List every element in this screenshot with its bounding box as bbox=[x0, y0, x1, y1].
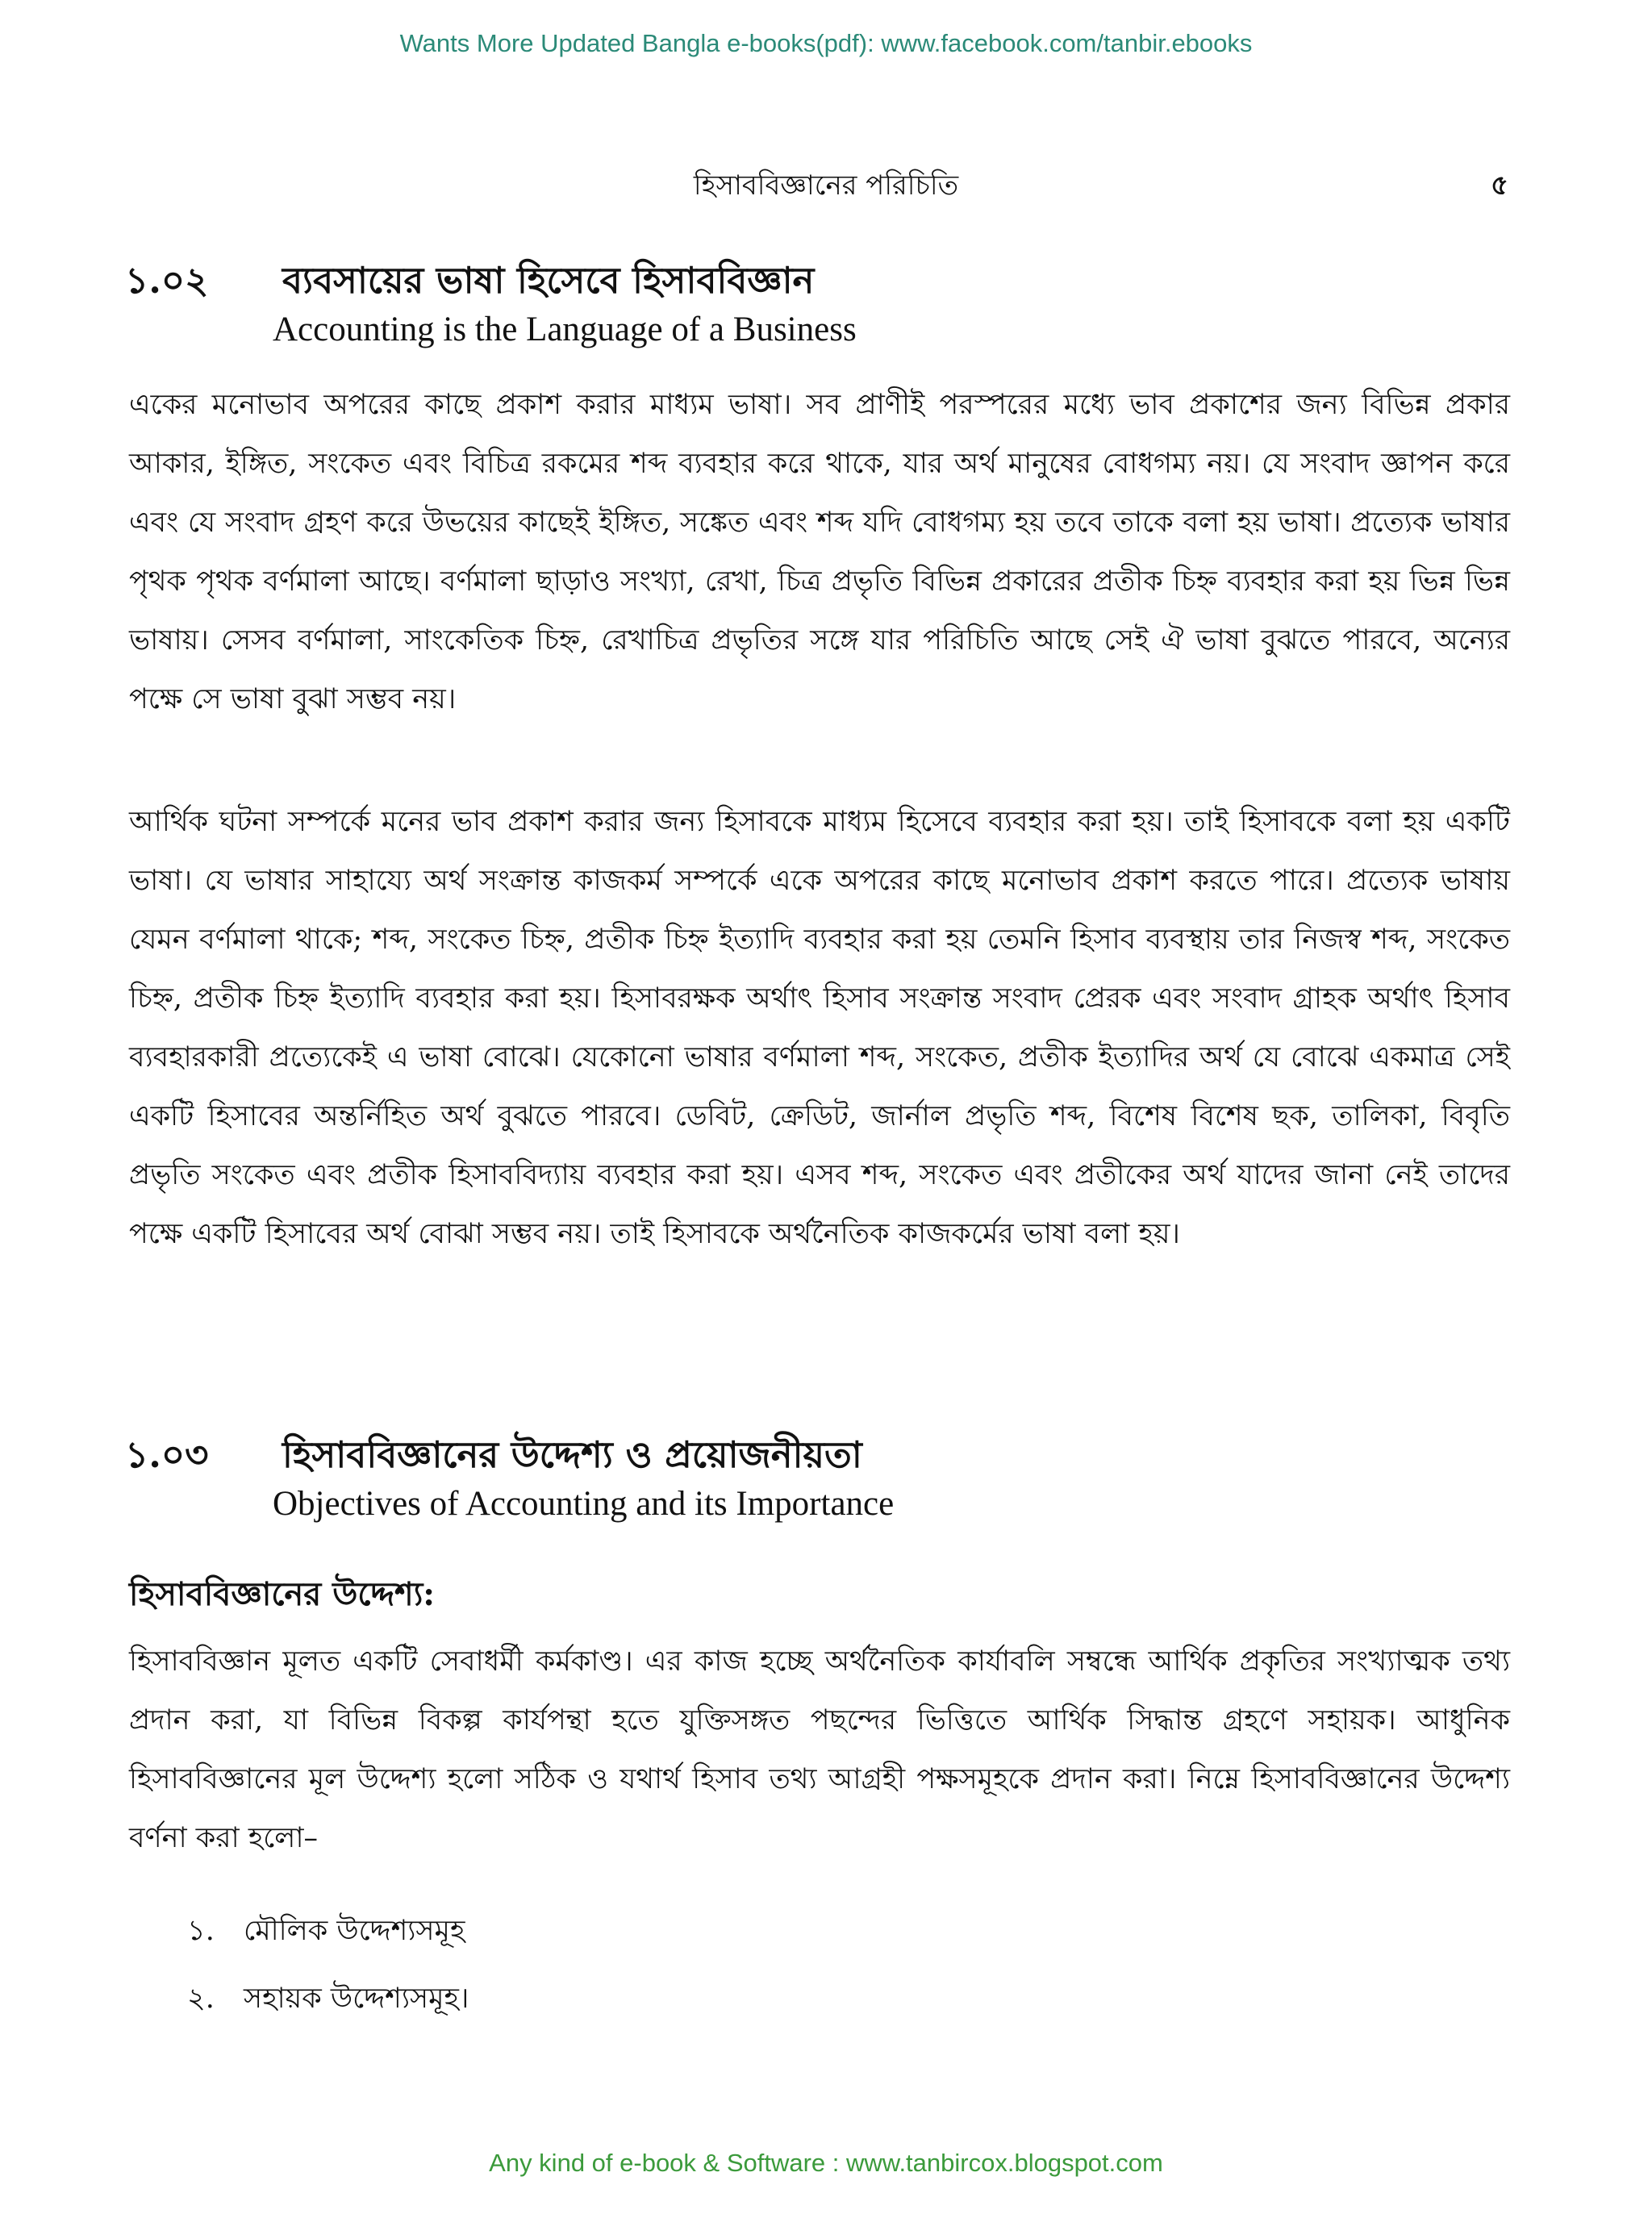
paragraph-objectives: হিসাববিজ্ঞান মূলত একটি সেবাধর্মী কর্মকাণ্ড। এর কাজ হচ্ছে অর্থনৈতিক কার্যাবলি সম্বন্ধে আর্থিক প্রকৃতির সংখ্যাত্মক তথ্য প্রদান করা, যা বিভিন্ন বিকল্প কার্যপন্থা হতে যুক্তিসঙ্গত পছন্দের ভিত্তিতে আর্থিক সিদ্ধান্ত গ্রহণে সহায়ক। আধুনিক হিসাববিজ্ঞানের মূল উদ্দেশ্য হলো সঠিক ও যথার্থ হিসাব তথ্য আগ্রহী পক্ষসমূহকে প্রদান করা। নিম্নে হিসাববিজ্ঞানের উদ্দেশ্য বর্ণনা করা হলো– bbox=[129, 1645, 1510, 1854]
list-marker: ২. bbox=[187, 1983, 215, 2015]
bottom-promo-banner: Any kind of e-book & Software : www.tanbircox.blogspot.com bbox=[489, 2149, 1163, 2177]
list-item-text: মৌলিক উদ্দেশ্যসমূহ bbox=[244, 1915, 465, 1947]
section-title: হিসাববিজ্ঞানের উদ্দেশ্য ও প্রয়োজনীয়তা bbox=[282, 1433, 862, 1476]
section-subtitle-1-02: Accounting is the Language of a Business bbox=[273, 311, 857, 348]
list-item-text: সহায়ক উদ্দেশ্যসমূহ। bbox=[244, 1983, 469, 2015]
page-number: ৫ bbox=[1490, 169, 1508, 202]
paragraph-language-definition: একের মনোভাব অপরের কাছে প্রকাশ করার মাধ্যম ভাষা। সব প্রাণীই পরস্পরের মধ্যে ভাব প্রকাশের জন্য বিভিন্ন প্রকার আকার, ইঙ্গিত, সংকেত এবং বিচিত্র রকমের শব্দ ব্যবহার করে থাকে, যার অর্থ মানুষের বোধগম্য নয়। যে সংবাদ জ্ঞাপন করে এবং যে সংবাদ গ্রহণ করে উভয়ের কাছেই ইঙ্গিত, সঙ্কেত এবং শব্দ যদি বোধগম্য হয় তবে তাকে বলা হয় ভাষা। প্রত্যেক ভাষার পৃথক পৃথক বর্ণমালা আছে। বর্ণমালা ছাড়াও সংখ্যা, রেখা, চিত্র প্রভৃতি বিভিন্ন প্রকারের প্রতীক চিহ্ন ব্যবহার করা হয় ভিন্ন ভিন্ন ভাষায়। সেসব বর্ণমালা, সাংকেতিক চিহ্ন, রেখাচিত্র প্রভৃতির সঙ্গে যার পরিচিতি আছে সেই ঐ ভাষা বুঝতে পারবে, অন্যের পক্ষে সে ভাষা বুঝা সম্ভব নয়। bbox=[129, 389, 1510, 715]
objectives-heading: হিসাববিজ্ঞানের উদ্দেশ্য: bbox=[129, 1575, 436, 1613]
section-subtitle-1-03: Objectives of Accounting and its Importance bbox=[273, 1485, 895, 1523]
section-title: ব্যবসায়ের ভাষা হিসেবে হিসাববিজ্ঞান bbox=[282, 259, 815, 302]
section-number: ১.০৩ bbox=[125, 1433, 209, 1476]
running-head: হিসাববিজ্ঞানের পরিচিতি bbox=[693, 169, 959, 202]
list-marker: ১. bbox=[187, 1915, 215, 1947]
section-heading-1-02 bbox=[125, 253, 814, 314]
list-item bbox=[187, 1976, 469, 2044]
section-number: ১.০২ bbox=[125, 259, 209, 302]
paragraph-accounting-as-language: আর্থিক ঘটনা সম্পর্কে মনের ভাব প্রকাশ করার জন্য হিসাবকে মাধ্যম হিসেবে ব্যবহার করা হয়। তাই হিসাবকে বলা হয় একটি ভাষা। যে ভাষার সাহায্যে অর্থ সংক্রান্ত কাজকর্ম সম্পর্কে একে অপরের কাছে মনোভাব প্রকাশ করতে পারে। প্রত্যেক ভাষায় যেমন বর্ণমালা থাকে; শব্দ, সংকেত চিহ্ন, প্রতীক চিহ্ন ইত্যাদি ব্যবহার করা হয় তেমনি হিসাব ব্যবস্থায় তার নিজস্ব শব্দ, সংকেত চিহ্ন, প্রতীক চিহ্ন ইত্যাদি ব্যবহার করা হয়। হিসাবরক্ষক অর্থাৎ হিসাব সংক্রান্ত সংবাদ প্রেরক এবং সংবাদ গ্রাহক অর্থাৎ হিসাব ব্যবহারকারী প্রত্যেকেই এ ভাষা বোঝে। যেকোনো ভাষার বর্ণমালা শব্দ, সংকেত, প্রতীক ইত্যাদির অর্থ যে বোঝে একমাত্র সেই একটি হিসাবের অন্তর্নিহিত অর্থ বুঝতে পারবে। ডেবিট, ক্রেডিট, জার্নাল প্রভৃতি শব্দ, বিশেষ বিশেষ ছক, তালিকা, বিবৃতি প্রভৃতি সংকেত এবং প্রতীক হিসাববিদ্যায় ব্যবহার করা হয়। এসব শব্দ, সংকেত এবং প্রতীকের অর্থ যাদের জানা নেই তাদের পক্ষে একটি হিসাবের অর্থ বোঝা সম্ভব নয়। তাই হিসাবকে অর্থনৈতিক কাজকর্মের ভাষা বলা হয়। bbox=[129, 806, 1510, 1250]
list-item bbox=[187, 1908, 469, 1976]
objectives-list bbox=[187, 1908, 469, 2044]
top-promo-banner: Wants More Updated Bangla e-books(pdf): www.facebook.com/tanbir.ebooks bbox=[399, 29, 1253, 57]
section-heading-1-03 bbox=[125, 1428, 862, 1488]
